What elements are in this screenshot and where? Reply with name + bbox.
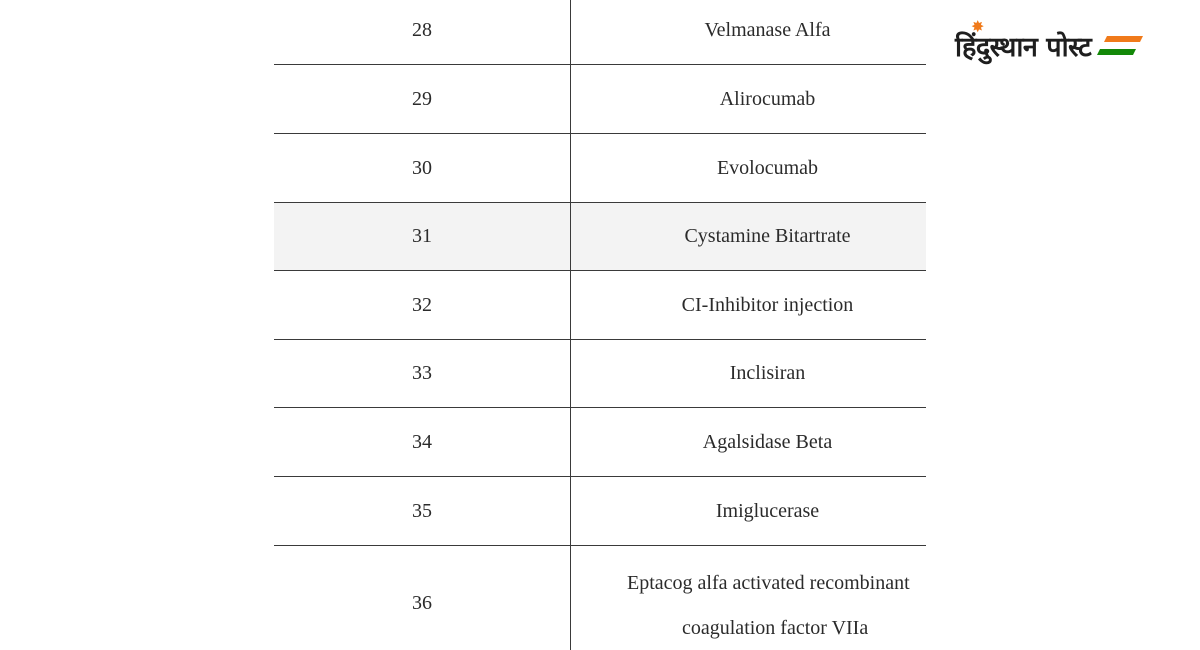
tricolor-stripes-icon <box>1097 33 1143 57</box>
drug-name <box>571 546 926 650</box>
table-row <box>274 546 926 650</box>
table-row <box>274 271 926 340</box>
drug-name: Inclisiran <box>729 362 806 384</box>
row-number: 31 <box>274 203 571 270</box>
drug-name: Imiglucerase <box>715 499 820 522</box>
site-logo[interactable] <box>955 19 1143 66</box>
row-number: 33 <box>274 340 571 407</box>
drug-name: CI-Inhibitor injection <box>681 293 854 316</box>
logo-text: हिंदुस्थान पोस्ट <box>955 31 1092 63</box>
drug-name-line-2: coagulation factor VIIa <box>682 616 869 639</box>
drug-name: Evolocumab <box>716 156 819 179</box>
drug-name: Agalsidase Beta <box>702 430 833 453</box>
table-row <box>274 134 926 203</box>
drug-name: Alirocumab <box>719 87 816 110</box>
table-row <box>274 477 926 546</box>
drug-table-body <box>274 0 926 650</box>
table-row <box>274 408 926 477</box>
row-number: 34 <box>274 408 571 476</box>
table-row <box>274 340 926 408</box>
table-row <box>274 0 926 65</box>
row-number: 28 <box>274 0 571 64</box>
row-number: 35 <box>274 477 571 545</box>
table-row <box>274 203 926 271</box>
row-number: 32 <box>274 271 571 339</box>
row-number: 36 <box>274 546 571 650</box>
row-number: 29 <box>274 65 571 133</box>
drug-name-line-1: Eptacog alfa activated recombinant <box>627 571 910 594</box>
drug-name: Velmanase Alfa <box>704 18 831 41</box>
drug-table <box>274 0 926 650</box>
logo-star-icon: ✸ <box>971 19 985 36</box>
drug-name: Cystamine Bitartrate <box>684 225 851 247</box>
row-number: 30 <box>274 134 571 202</box>
table-row <box>274 65 926 134</box>
